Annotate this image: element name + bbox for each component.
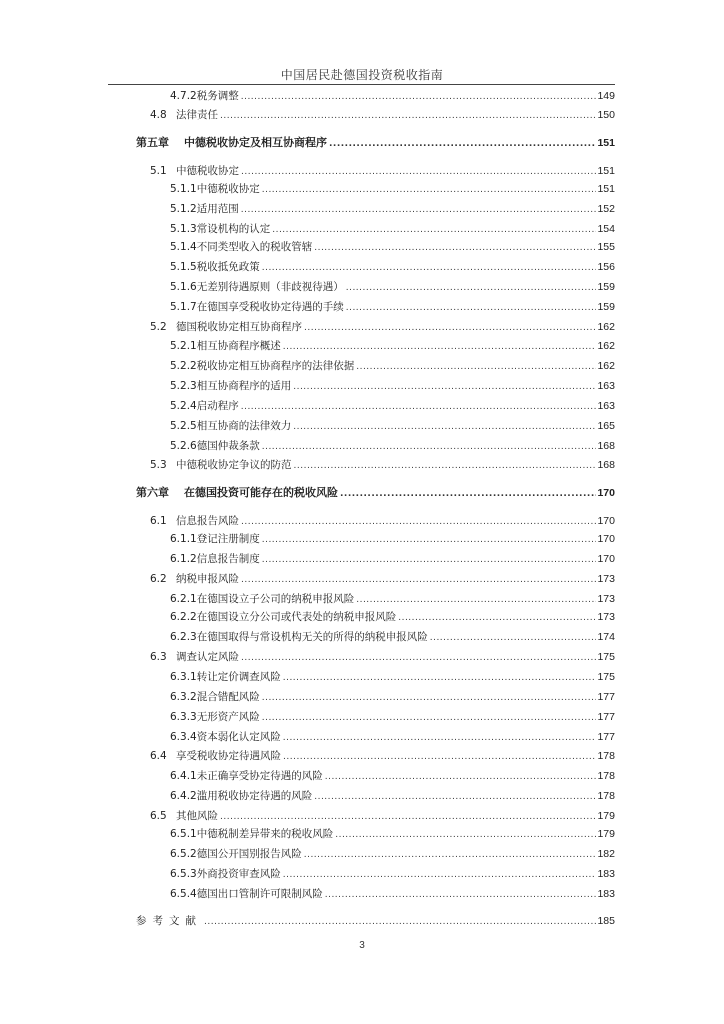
toc-entry[interactable] — [170, 709, 615, 725]
toc-entry-page: 149 — [597, 90, 615, 102]
toc-entry-title: 中德税收协定 — [196, 183, 260, 195]
toc-entry[interactable] — [170, 181, 615, 197]
toc-entry[interactable] — [150, 808, 615, 824]
toc-entry[interactable] — [170, 591, 615, 607]
toc-entry-label — [170, 279, 344, 295]
toc-entry-page: 179 — [597, 828, 615, 840]
toc-entry-page: 178 — [597, 770, 615, 782]
toc-entry-number: 5.1.5 — [170, 261, 197, 273]
toc-entry-page: 156 — [597, 261, 615, 273]
toc-entry-label — [170, 378, 291, 394]
toc-leader-dots — [241, 572, 596, 588]
toc-references-entry[interactable] — [136, 913, 615, 929]
toc-leader-dots — [262, 710, 597, 726]
toc-entry[interactable] — [170, 358, 615, 374]
toc-entry-page: 170 — [597, 487, 615, 499]
toc-entry-page: 175 — [597, 671, 615, 683]
toc-entry-number: 6.3.1 — [170, 671, 197, 683]
toc-leader-dots — [293, 419, 596, 435]
toc-entry-number: 5.1 — [150, 165, 167, 177]
toc-entry-label — [170, 689, 260, 705]
toc-entry-number: 6.5 — [150, 810, 167, 822]
toc-entry-number: 5.2.4 — [170, 400, 197, 412]
toc-entry-title: 中德税收协定及相互协商程序 — [184, 136, 327, 149]
toc-entry-page: 173 — [597, 611, 615, 623]
toc-entry-title: 在德国投资可能存在的税收风险 — [184, 486, 338, 499]
toc-entry-title: 常设机构的认定 — [196, 223, 271, 235]
toc-entry-label — [170, 709, 260, 725]
toc-leader-dots — [294, 458, 597, 474]
toc-entry-title: 无差别待遇原则（非歧视待遇） — [196, 281, 344, 293]
toc-entry[interactable] — [170, 221, 615, 237]
toc-entry-title: 税收协定相互协商程序的法律依据 — [196, 360, 355, 372]
toc-entry-label — [170, 669, 281, 685]
toc-leader-dots — [241, 399, 597, 415]
toc-entry-title: 未正确享受协定待遇的风险 — [196, 770, 323, 782]
toc-entry-label — [170, 338, 281, 354]
toc-entry-label — [170, 768, 323, 784]
toc-entry-label — [170, 551, 260, 567]
toc-entry[interactable] — [150, 571, 615, 587]
toc-entry-number: 6.5.4 — [170, 888, 197, 900]
toc-leader-dots — [356, 359, 596, 375]
toc-entry[interactable] — [170, 729, 615, 745]
toc-leader-dots — [304, 847, 597, 863]
toc-entry-page: 163 — [597, 380, 615, 392]
toc-leader-dots — [262, 690, 597, 706]
toc-entry[interactable] — [170, 201, 615, 217]
toc-entry-page: 177 — [597, 691, 615, 703]
toc-entry-number: 6.5.2 — [170, 848, 197, 860]
toc-entry-number: 4.7.2 — [170, 90, 197, 102]
toc-entry-number: 6.4.1 — [170, 770, 197, 782]
toc-entry-label — [150, 571, 239, 587]
toc-entry-page: 168 — [597, 459, 615, 471]
toc-entry-title: 在德国设立分公司或代表处的纳税申报风险 — [196, 611, 397, 623]
toc-entry-number: 5.1.4 — [170, 241, 197, 253]
toc-entry-number: 5.1.6 — [170, 281, 197, 293]
toc-entry-title: 参考文献 — [136, 915, 202, 927]
toc-entry[interactable] — [170, 299, 615, 315]
toc-entry-page: 170 — [597, 533, 615, 545]
toc-leader-dots — [340, 486, 596, 502]
toc-entry[interactable] — [170, 689, 615, 705]
toc-entry-number: 6.1 — [150, 515, 167, 527]
toc-entry-label — [170, 866, 281, 882]
toc-entry-title: 外商投资审查风险 — [196, 868, 281, 880]
toc-entry[interactable] — [170, 669, 615, 685]
toc-entry-title: 相互协商程序概述 — [196, 340, 281, 352]
toc-entry-label — [170, 846, 302, 862]
toc-entry-label — [170, 201, 239, 217]
toc-entry-title: 转让定价调查风险 — [196, 671, 281, 683]
toc-entry[interactable] — [170, 551, 615, 567]
toc-entry-title: 税收抵免政策 — [196, 261, 260, 273]
toc-entry[interactable] — [170, 239, 615, 255]
toc-entry[interactable] — [150, 107, 615, 123]
toc-entry-label — [170, 438, 260, 454]
toc-entry-number: 5.2.1 — [170, 340, 197, 352]
toc-entry-page: 177 — [597, 711, 615, 723]
toc-entry-number: 5.2.5 — [170, 420, 197, 432]
toc-entry-title: 纳税申报风险 — [176, 573, 239, 585]
toc-entry[interactable] — [150, 513, 615, 529]
toc-entry-page: 179 — [597, 810, 615, 822]
toc-leader-dots — [283, 670, 597, 686]
toc-entry-title: 其他风险 — [176, 810, 218, 822]
toc-entry-title: 中德税制差异带来的税收风险 — [196, 828, 334, 840]
toc-entry-label — [150, 319, 302, 335]
toc-entry-label — [170, 259, 260, 275]
toc-leader-dots — [329, 136, 596, 152]
toc-entry-page: 178 — [597, 750, 615, 762]
toc-entry-number: 6.3.3 — [170, 711, 197, 723]
toc-entry-page: 174 — [597, 631, 615, 643]
toc-entry-title: 滥用税收协定待遇的风险 — [196, 790, 313, 802]
toc-leader-dots — [325, 769, 597, 785]
toc-entry-page: 183 — [597, 868, 615, 880]
toc-entry-number: 第五章 — [136, 136, 169, 149]
toc-entry-page: 185 — [597, 915, 615, 927]
toc-entry-title: 中德税收协定争议的防范 — [176, 459, 292, 471]
toc-leader-dots — [241, 89, 597, 105]
toc-leader-dots — [335, 827, 596, 843]
toc-entry[interactable] — [170, 338, 615, 354]
toc-entry-label — [170, 181, 260, 197]
toc-entry-page: 150 — [597, 109, 615, 121]
toc-entry-number: 4.8 — [150, 109, 167, 121]
toc-entry-number: 5.2.2 — [170, 360, 197, 372]
toc-entry-label — [136, 135, 327, 151]
toc-entry-title: 无形资产风险 — [196, 711, 260, 723]
toc-entry[interactable] — [170, 826, 615, 842]
toc-entry-label — [150, 107, 218, 123]
toc-entry-number: 6.2.3 — [170, 631, 197, 643]
toc-entry[interactable] — [150, 649, 615, 665]
toc-entry[interactable] — [150, 163, 615, 179]
toc-entry[interactable] — [170, 886, 615, 902]
toc-entry-page: 151 — [597, 137, 615, 149]
toc-entry-page: 162 — [597, 340, 615, 352]
toc-entry[interactable] — [170, 279, 615, 295]
toc-entry-number: 6.4 — [150, 750, 167, 762]
toc-entry-page: 173 — [597, 573, 615, 585]
toc-entry-page: 162 — [597, 321, 615, 333]
toc-entry-title: 资本弱化认定风险 — [196, 731, 281, 743]
toc-entry-title: 启动程序 — [196, 400, 239, 412]
toc-entry-title: 德国出口管制许可限制风险 — [196, 888, 323, 900]
toc-entry-label — [170, 398, 239, 414]
toc-entry-page: 183 — [597, 888, 615, 900]
toc-leader-dots — [241, 650, 596, 666]
toc-entry-title: 信息报告风险 — [176, 515, 239, 527]
toc-entry-title: 享受税收协定待遇风险 — [176, 750, 281, 762]
toc-entry[interactable] — [170, 398, 615, 414]
toc-entry-number: 6.3.4 — [170, 731, 197, 743]
toc-entry-label — [170, 358, 354, 374]
toc-entry-label — [170, 88, 239, 104]
toc-entry-title: 相互协商程序的适用 — [196, 380, 292, 392]
toc-chapter-entry[interactable] — [136, 485, 615, 501]
toc-leader-dots — [220, 108, 596, 124]
toc-entry-page: 170 — [597, 553, 615, 565]
toc-leader-dots — [204, 914, 596, 930]
toc-entry-title: 德国公开国别报告风险 — [196, 848, 302, 860]
toc-entry-number: 6.3 — [150, 651, 167, 663]
toc-entry-title: 调查认定风险 — [176, 651, 239, 663]
toc-entry-page: 182 — [597, 848, 615, 860]
toc-entry-title: 在德国享受税收协定待遇的手续 — [196, 301, 344, 313]
toc-entry-title: 在德国设立子公司的纳税申报风险 — [196, 593, 355, 605]
toc-entry-title: 法律责任 — [176, 109, 218, 121]
toc-entry-number: 6.3.2 — [170, 691, 197, 703]
toc-entry-label — [136, 485, 338, 501]
toc-entry-label — [170, 886, 323, 902]
toc-entry-page: 155 — [597, 241, 615, 253]
toc-entry-title: 德国税收协定相互协商程序 — [176, 321, 302, 333]
toc-entry-title: 税务调整 — [196, 90, 239, 102]
toc-entry-title: 在德国取得与常设机构无关的所得的纳税申报风险 — [196, 631, 428, 643]
toc-entry-page: 170 — [597, 515, 615, 527]
toc-entry-number: 6.1.2 — [170, 553, 197, 565]
toc-entry-label — [150, 649, 239, 665]
toc-entry-number: 5.1.2 — [170, 203, 197, 215]
toc-entry-number: 6.5.3 — [170, 868, 197, 880]
toc-leader-dots — [356, 592, 596, 608]
toc-leader-dots — [262, 552, 597, 568]
toc-entry-title: 信息报告制度 — [196, 553, 260, 565]
toc-entry-label — [170, 729, 281, 745]
toc-entry-number: 6.1.1 — [170, 533, 197, 545]
toc-leader-dots — [398, 610, 596, 626]
toc-entry-title: 混合错配风险 — [196, 691, 260, 703]
toc-entry[interactable] — [170, 531, 615, 547]
toc-entry-page: 178 — [597, 790, 615, 802]
toc-leader-dots — [325, 887, 597, 903]
toc-entry[interactable] — [170, 788, 615, 804]
toc-entry[interactable] — [170, 378, 615, 394]
toc-leader-dots — [346, 280, 597, 296]
toc-entry-page: 154 — [597, 223, 615, 235]
toc-entry-number: 5.1.7 — [170, 301, 197, 313]
toc-entry[interactable] — [170, 768, 615, 784]
toc-leader-dots — [283, 749, 596, 765]
toc-leader-dots — [241, 514, 596, 530]
toc-entry-label — [136, 913, 202, 929]
toc-entry-label — [170, 531, 260, 547]
toc-entry-page: 162 — [597, 360, 615, 372]
toc-entry[interactable] — [170, 418, 615, 434]
toc-leader-dots — [293, 379, 596, 395]
toc-entry-label — [170, 221, 270, 237]
toc-entry-label — [150, 513, 239, 529]
toc-entry[interactable] — [170, 629, 615, 645]
toc-entry[interactable] — [170, 609, 615, 625]
toc-entry-number: 6.5.1 — [170, 828, 197, 840]
toc-chapter-entry[interactable] — [136, 135, 615, 151]
toc-entry-number: 5.1.3 — [170, 223, 197, 235]
toc-entry-label — [150, 748, 281, 764]
toc-entry[interactable] — [170, 846, 615, 862]
toc-leader-dots — [272, 222, 596, 238]
toc-entry-number: 5.2 — [150, 321, 167, 333]
toc-leader-dots — [241, 202, 597, 218]
toc-entry-label — [150, 163, 239, 179]
toc-entry-page: 151 — [597, 183, 615, 195]
page-number: 3 — [359, 940, 365, 951]
toc-entry-label — [170, 418, 291, 434]
toc-entry-label — [170, 299, 344, 315]
toc-entry-number: 5.2.6 — [170, 440, 197, 452]
toc-leader-dots — [314, 240, 596, 256]
toc-entry-label — [170, 239, 312, 255]
toc-entry-page: 152 — [597, 203, 615, 215]
toc-entry-title: 中德税收协定 — [176, 165, 239, 177]
header-rule — [108, 84, 615, 85]
toc-leader-dots — [262, 532, 597, 548]
toc-leader-dots — [262, 182, 597, 198]
toc-entry-label — [170, 609, 396, 625]
toc-entry-page: 159 — [597, 281, 615, 293]
toc-leader-dots — [314, 789, 596, 805]
toc-leader-dots — [220, 809, 596, 825]
toc-entry-title: 登记注册制度 — [196, 533, 260, 545]
toc-entry-title: 相互协商的法律效力 — [196, 420, 292, 432]
toc-leader-dots — [283, 867, 597, 883]
toc-leader-dots — [283, 730, 597, 746]
toc-entry-title: 适用范围 — [196, 203, 239, 215]
toc-entry-label — [150, 457, 292, 473]
toc-entry-page: 165 — [597, 420, 615, 432]
toc-entry-page: 151 — [597, 165, 615, 177]
toc-entry-page: 175 — [597, 651, 615, 663]
toc-entry-label — [150, 808, 218, 824]
toc-entry-number: 5.3 — [150, 459, 167, 471]
toc-entry-page: 163 — [597, 400, 615, 412]
toc-entry-number: 6.2 — [150, 573, 167, 585]
toc-entry-page: 173 — [597, 593, 615, 605]
toc-entry-title: 不同类型收入的税收管辖 — [196, 241, 313, 253]
toc-leader-dots — [262, 439, 597, 455]
toc-entry[interactable] — [170, 259, 615, 275]
toc-entry-page: 159 — [597, 301, 615, 313]
toc-entry[interactable] — [150, 748, 615, 764]
toc-entry-page: 168 — [597, 440, 615, 452]
toc-entry-page: 177 — [597, 731, 615, 743]
toc-leader-dots — [241, 164, 596, 180]
toc-entry-number: 6.2.1 — [170, 593, 197, 605]
toc-entry-label — [170, 591, 354, 607]
toc-entry-label — [170, 826, 333, 842]
toc-entry-number: 5.1.1 — [170, 183, 197, 195]
toc-entry-number: 6.4.2 — [170, 790, 197, 802]
toc-entry[interactable] — [150, 457, 615, 473]
toc-leader-dots — [283, 339, 597, 355]
toc-entry-title: 德国仲裁条款 — [196, 440, 260, 452]
toc-leader-dots — [262, 260, 597, 276]
toc-entry-label — [170, 629, 428, 645]
toc-entry-number: 5.2.3 — [170, 380, 197, 392]
toc-entry[interactable] — [170, 88, 615, 104]
toc-entry[interactable] — [150, 319, 615, 335]
toc-leader-dots — [430, 630, 597, 646]
toc-entry-label — [170, 788, 312, 804]
toc-leader-dots — [304, 320, 596, 336]
toc-leader-dots — [346, 300, 597, 316]
running-header: 中国居民赴德国投资税收指南 — [280, 68, 444, 82]
toc-entry-number: 6.2.2 — [170, 611, 197, 623]
toc-entry-number: 第六章 — [136, 486, 169, 499]
toc-entry[interactable] — [170, 438, 615, 454]
toc-entry[interactable] — [170, 866, 615, 882]
